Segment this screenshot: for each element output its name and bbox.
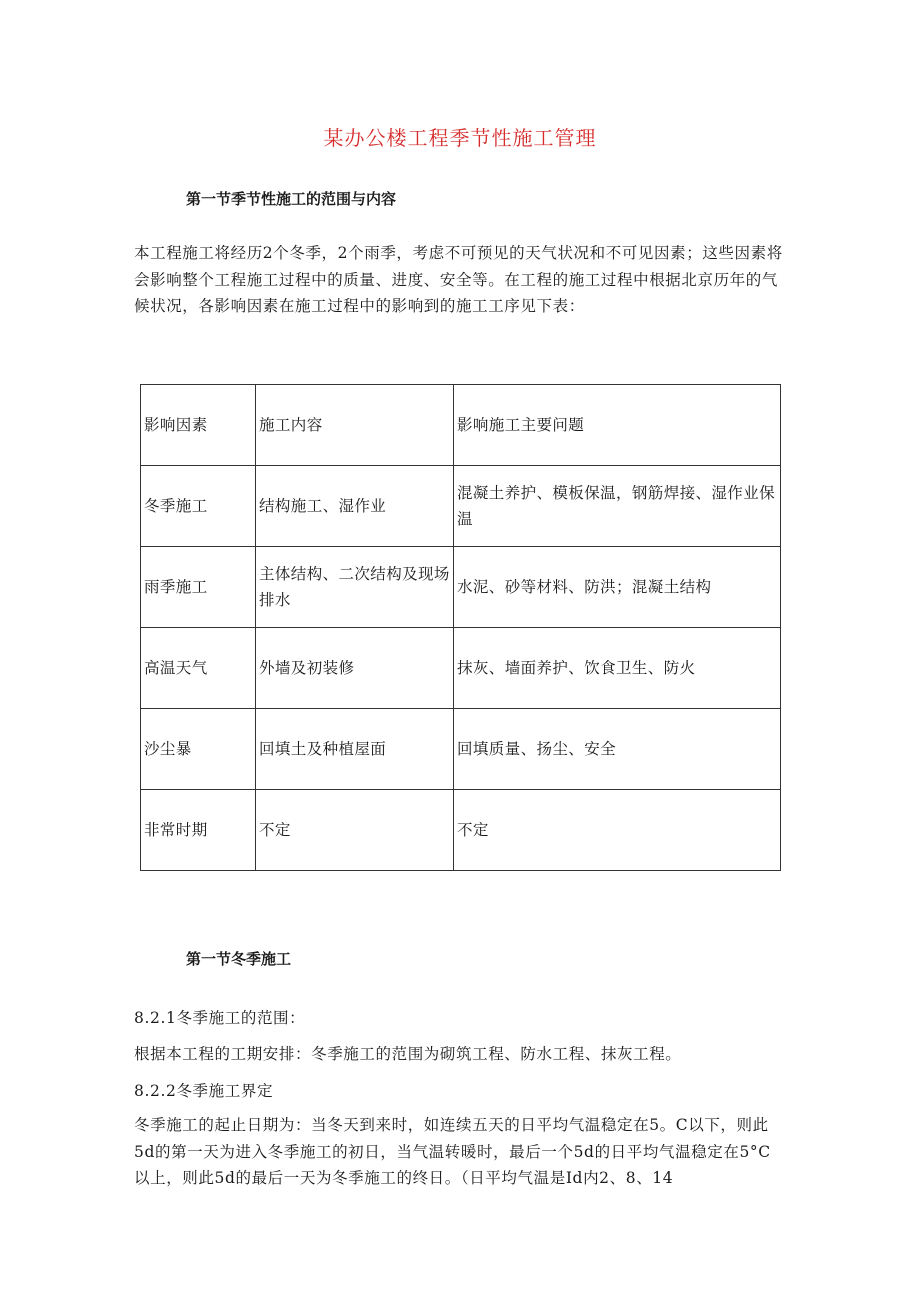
intro-paragraph: 本工程施工将经历2个冬季，2个雨季，考虑不可预见的天气状况和不可见因素；这些因素将会影响整个工程施工过程中的质量、进度、安全等。在工程的施工过程中根据北京历年的气候状况，各影响因素在施工过程中的影响到的施工工序见下表： (134, 244, 783, 315)
table-header-cell: 影响因素 (141, 385, 256, 466)
table-cell: 水泥、砂等材料、防洪；混凝土结构 (454, 547, 781, 628)
table-row (141, 790, 781, 871)
table-cell: 主体结构、二次结构及现场排水 (256, 547, 454, 628)
table-cell: 混凝土养护、模板保温，钢筋焊接、湿作业保温 (454, 466, 781, 547)
subsection-title: 8.2.2冬季施工界定 (134, 1082, 274, 1100)
table-cell: 沙尘暴 (141, 709, 256, 790)
subsection-text: 根据本工程的工期安排：冬季施工的范围为砌筑工程、防水工程、抹灰工程。 (134, 1045, 682, 1063)
table-row (141, 628, 781, 709)
table-cell: 外墙及初装修 (256, 628, 454, 709)
table-row (141, 466, 781, 547)
table-header-row (141, 385, 781, 466)
table-cell: 结构施工、湿作业 (256, 466, 454, 547)
section1-heading: 第一节季节性施工的范围与内容 (186, 190, 397, 208)
document-title: 某办公楼工程季节性施工管理 (323, 126, 597, 150)
table-header-cell: 施工内容 (256, 385, 454, 466)
table-cell: 不定 (256, 790, 454, 871)
subsection-paragraph: 冬季施工的起止日期为：当冬天到来时，如连续五天的日平均气温稳定在5。C以下，则此5d的第一天为进入冬季施工的初日，当气温转暖时，最后一个5d的日平均气温稳定在5°C以上，则此5d的最后一天为冬季施工的终日。（日平均气温是Id内2、8、14 (134, 1116, 771, 1187)
table-cell: 不定 (454, 790, 781, 871)
table-row (141, 547, 781, 628)
table-header-cell: 影响施工主要问题 (454, 385, 781, 466)
subsection-title: 8.2.1冬季施工的范围： (134, 1009, 306, 1027)
section2-heading: 第一节冬季施工 (186, 950, 292, 968)
weather-factors-table (140, 384, 781, 871)
table-cell: 回填土及种植屋面 (256, 709, 454, 790)
table-cell: 雨季施工 (141, 547, 256, 628)
table-cell: 高温天气 (141, 628, 256, 709)
table-cell: 抹灰、墙面养护、饮食卫生、防火 (454, 628, 781, 709)
table-cell: 非常时期 (141, 790, 256, 871)
table-cell: 冬季施工 (141, 466, 256, 547)
table-cell: 回填质量、扬尘、安全 (454, 709, 781, 790)
table-row (141, 709, 781, 790)
